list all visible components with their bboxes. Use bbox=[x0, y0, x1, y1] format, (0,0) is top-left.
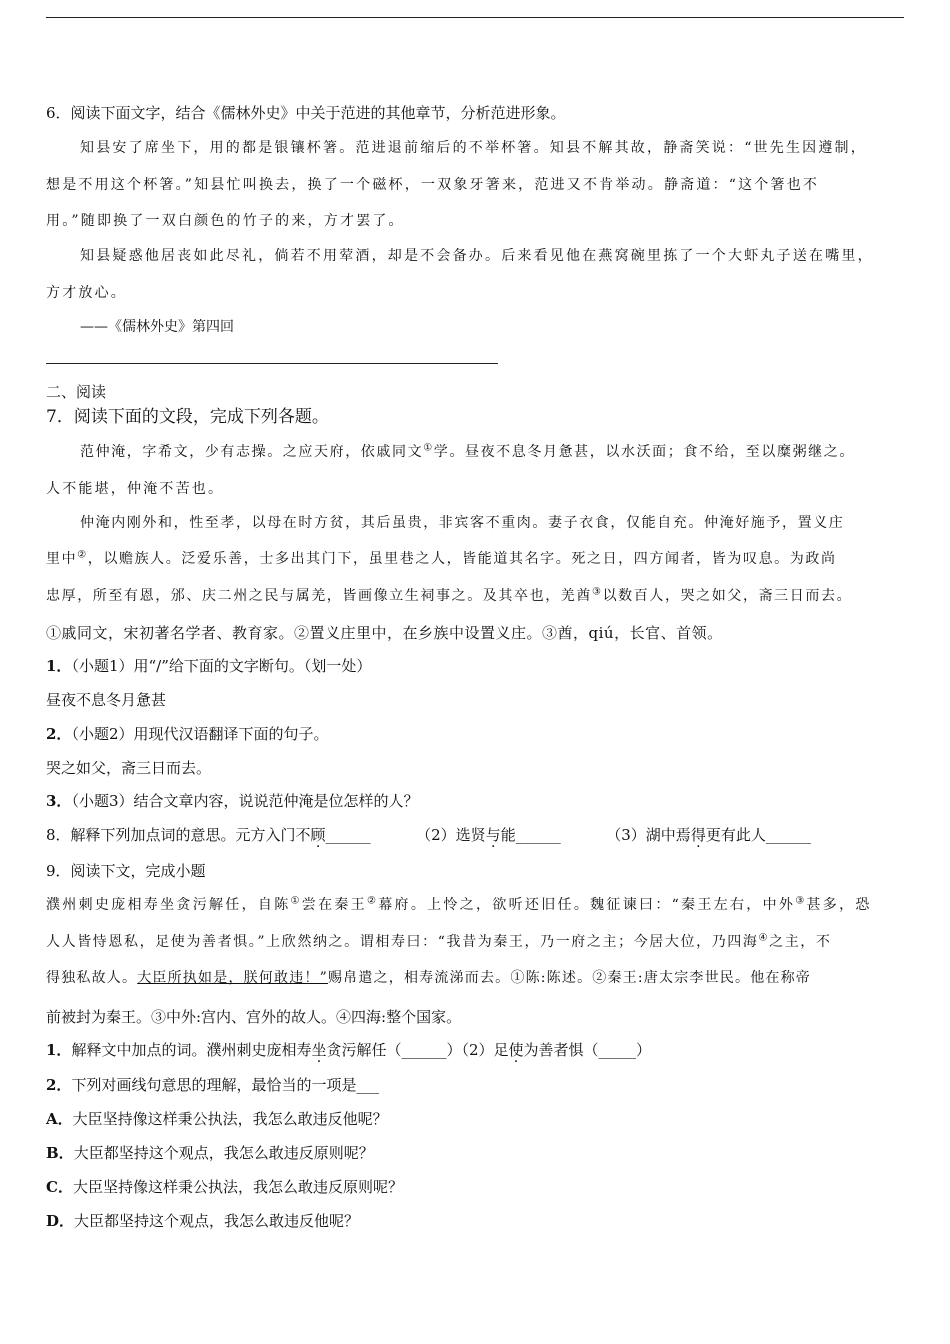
option-a[interactable]: A．大臣坚持像这样秉公执法，我怎么敢违反他呢？ bbox=[46, 1110, 388, 1128]
option-d[interactable]: D．大臣都坚持这个观点，我怎么敢违反他呢？ bbox=[46, 1212, 360, 1230]
q8-line: 8．解释下列加点词的意思。元方入门不顾______ （2）选贤与能______ （3）湖中焉得更有此人______ bbox=[46, 826, 811, 844]
underlined-sentence: 大臣所执如是，朕何敢违！” bbox=[137, 970, 328, 986]
q9-passage-line: 濮州刺史庞相寿坐贪污解任，自陈①尝在秦王②幕府。上怜之，欲听还旧任。魏征谏曰：“秦王左右，中外③甚多，恐 bbox=[46, 895, 872, 913]
section-heading: 二、阅读 bbox=[46, 383, 107, 401]
q7-sub3: 3．（小题3）结合文章内容，说说范仲淹是位怎样的人？ bbox=[46, 792, 419, 810]
q7-passage-line: 范仲淹，字希文，少有志操。之应天府，依戚同文①学。昼夜不息冬月惫甚，以水沃面；食不给，至以糜粥继之。 bbox=[80, 442, 855, 460]
q7-sub1-text: 昼夜不息冬月惫甚 bbox=[46, 691, 167, 709]
q7-sub2: 2．（小题2）用现代汉语翻译下面的句子。 bbox=[46, 725, 329, 743]
section-rule bbox=[46, 363, 498, 364]
top-rule bbox=[46, 17, 904, 18]
q6-stem: 6．阅读下面文字，结合《儒林外史》中关于范进的其他章节，分析范进形象。 bbox=[46, 104, 566, 122]
q9-passage-line: 前被封为秦王。③中外:宫内、宫外的故人。④四海:整个国家。 bbox=[46, 1008, 462, 1026]
q7-passage-line: 里中②，以赡族人。泛爱乐善，士多出其门下，虽里巷之人，皆能道其名字。死之日，四方闻者，皆为叹息。为政尚 bbox=[46, 549, 837, 567]
option-c[interactable]: C．大臣坚持像这样秉公执法，我怎么敢违反原则呢？ bbox=[46, 1178, 403, 1196]
q7-passage-line: 仲淹内刚外和，性至孝，以母在时方贫，其后虽贵，非宾客不重肉。妻子衣食，仅能自充。仲淹好施予，置义庄 bbox=[80, 515, 845, 531]
q9-passage-line: 得独私故人。大臣所执如是，朕何敢违！”赐帛遣之，相寿流涕而去。①陈:陈述。②秦王:唐太宗李世民。他在称帝 bbox=[46, 970, 812, 986]
q6-source: ——《儒林外史》第四回 bbox=[80, 319, 234, 335]
option-b[interactable]: B．大臣都坚持这个观点，我怎么敢违反原则呢？ bbox=[46, 1144, 374, 1162]
q9-passage-line: 人人皆恃恩私，足使为善者惧。”上欣然纳之。谓相寿曰：“我昔为秦王，乃一府之主；今居大位，乃四海④之主，不 bbox=[46, 932, 832, 950]
q7-notes: ①戚同文，宋初著名学者、教育家。②置义庄里中，在乡族中设置义庄。③酋，qiú，长官、首领。 bbox=[46, 624, 723, 642]
q6-passage-line: 方才放心。 bbox=[46, 285, 127, 301]
q7-sub1: 1．（小题1）用“/”给下面的文字断句。（划一处） bbox=[46, 657, 372, 675]
q6-passage-line: 想是不用这个杯箸。”知县忙叫换去，换了一个磁杯，一双象牙箸来，范进又不肯举动。静斋道：“这个箸也不 bbox=[46, 177, 820, 193]
q7-passage-line: 人不能堪，仲淹不苦也。 bbox=[46, 481, 225, 497]
q6-passage-line: 用。”随即换了一双白颜色的竹子的来，方才罢了。 bbox=[46, 213, 405, 229]
q6-passage-line: 知县疑惑他居丧如此尽礼，倘若不用荤酒，却是不会备办。后来看见他在燕窝碗里拣了一个大虾丸子送在嘴里， bbox=[80, 248, 874, 264]
q9-stem: 9．阅读下文，完成小题 bbox=[46, 862, 206, 880]
q9-sub1: 1．解释文中加点的词。濮州刺史庞相寿坐贪污解任（______）（2）足使为善者惧（_____） bbox=[46, 1041, 652, 1059]
q7-passage-line: 忠厚，所至有恩，邠、庆二州之民与属羌，皆画像立生祠事之。及其卒也，羌酋③以数百人，哭之如父，斋三日而去。 bbox=[46, 586, 853, 604]
q9-sub2: 2．下列对画线句意思的理解，最恰当的一项是___ bbox=[46, 1076, 379, 1094]
q7-stem: 7．阅读下面的文段，完成下列各题。 bbox=[46, 407, 329, 427]
q6-passage-line: 知县安了席坐下，用的都是银镶杯箸。范进退前缩后的不举杯箸。知县不解其故，静斋笑说：“世先生因遵制， bbox=[80, 140, 867, 156]
q7-sub2-text: 哭之如父，斋三日而去。 bbox=[46, 759, 212, 777]
